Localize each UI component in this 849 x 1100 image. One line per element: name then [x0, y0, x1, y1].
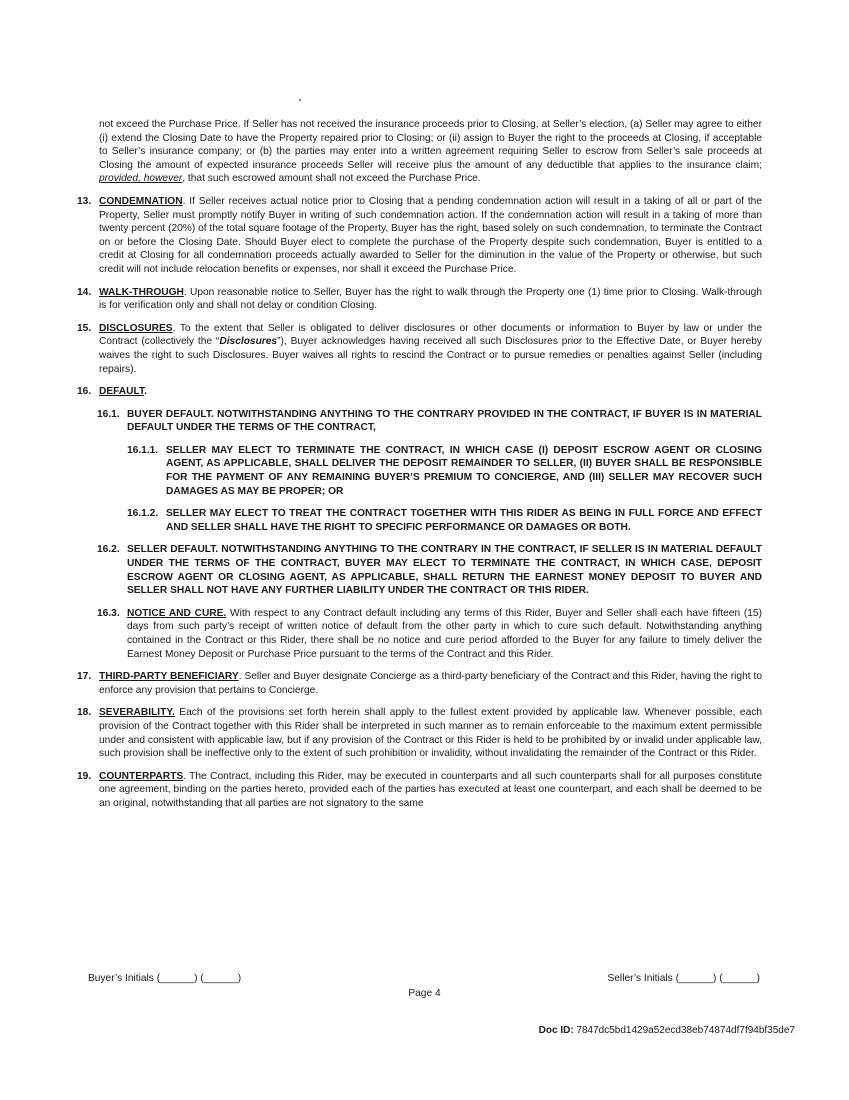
subsection-16-2: [97, 543, 762, 597]
subsection-16-1: [97, 408, 762, 435]
section-number: 15.: [77, 322, 92, 334]
subsection-number: 16.1.2.: [127, 508, 159, 520]
section-number: 18.: [77, 707, 92, 719]
subsection-text: SELLER DEFAULT. NOTWITHSTANDING ANYTHING TO THE CONTRARY IN THE CONTRACT, IF SELLER IS IN MATERIAL DEFAULT UNDER THE TERMS OF THE CONTRACT, BUYER MAY ELECT TO TERMINATE THE CONTRACT, IN WHICH CASE, DEPOSIT ESCROW AGENT OR CLOSING AGENT, AS APPLICABLE, SHALL RETURN THE EARNEST MONEY DEPOSIT TO BUYER AND SELLER SHALL NOT HAVE ANY FURTHER LIABILITY UNDER THE CONTRACT OR THIS RIDER.: [127, 544, 762, 597]
stray-mark: [299, 99, 301, 101]
subsection-text: SELLER MAY ELECT TO TERMINATE THE CONTRACT, IN WHICH CASE (I) DEPOSIT ESCROW AGENT OR CLOSING AGENT, AS APPLICABLE, SHALL DELIVER THE DEPOSIT REMAINDER TO SELLER, (II) BUYER SHALL BE RESPONSIBLE FOR THE PAYMENT OF ANY REMAINING BUYER’S PREMIUM TO CONCIERGE, AND (III) SELLER MAY RECOVER SUCH DAMAGES AS MAY BE PROPER; OR: [166, 444, 762, 497]
section-number: 13.: [77, 195, 92, 207]
section-heading: DEFAULT: [99, 386, 145, 398]
defined-term: Disclosures: [219, 336, 278, 348]
seller-initials-field[interactable]: Seller’s Initials (______) (______): [607, 973, 760, 984]
section-14: [77, 286, 762, 313]
buyer-initials-field[interactable]: Buyer’s Initials (______) (______): [88, 973, 242, 984]
section-text: . To the extent that Seller is obligated to deliver disclosures or other documents or information to Buyer by law or under the Contract (collectively the “: [99, 322, 762, 348]
section-16: [77, 385, 762, 399]
section-number: 16.: [77, 386, 92, 398]
section-text: . The Contract, including this Rider, may be executed in counterparts and all such counterparts shall for all purposes constitute one agreement, binding on the parties hereto, provided each of the parties has executed at least one counterpart, and each shall be deemed to be an original, notwithstanding that all parties are not signatory to the same: [99, 770, 762, 809]
subsection-text: BUYER DEFAULT. NOTWITHSTANDING ANYTHING TO THE CONTRARY PROVIDED IN THE CONTRACT, IF BUYER IS IN MATERIAL DEFAULT UNDER THE TERMS OF THE CONTRACT,: [127, 408, 762, 434]
subsection-16-3: [97, 607, 762, 661]
section-19: [77, 770, 762, 811]
section-number: 19.: [77, 770, 92, 782]
section-heading: SEVERABILITY.: [99, 707, 175, 719]
subsection-16-1-1: [127, 444, 762, 498]
section-text: . If Seller receives actual notice prior to Closing that a pending condemnation action will result in a taking of all or part of the Property, Seller must promptly notify Buyer in writing of such condemnation action. If the condemnation action will result in a taking of more than twenty percent (20%) of the total square footage of the Property, Buyer has the right, based solely on such condemnation, to terminate the Contract on or before the Closing Date. Should Buyer elect to complete the purchase of the Property despite such condemnation, Buyer is entitled to a credit at Closing for all condemnation proceeds actually awarded to Seller for the diminution in the value of the Property or otherwise, but such credit will not include relocation benefits or expenses, nor shall it exceed the Purchase Price.: [99, 195, 762, 275]
intro-provided-however: provided, however: [99, 173, 183, 185]
subsection-number: 16.3.: [97, 607, 120, 619]
section-17: [77, 670, 762, 697]
page-number: Page 4: [408, 988, 441, 999]
subsection-heading: NOTICE AND CURE.: [127, 607, 227, 619]
doc-id-value: 7847dc5bd1429a52ecd38eb74874df7f94bf35de7: [576, 1025, 795, 1036]
section-text: . Upon reasonable notice to Seller, Buyer has the right to walk through the Property one (1) time prior to Closing. Walk-through is for verification only and shall not delay or condition Closing.: [99, 286, 762, 312]
section-13: [77, 195, 762, 277]
subsection-16-1-2: [127, 507, 762, 534]
section-heading: COUNTERPARTS: [99, 770, 184, 782]
subsection-text: With respect to any Contract default including any terms of this Rider, Buyer and Seller shall each have fifteen (15) days from such party’s receipt of written notice of default from the other party in which to cure such default. Notwithstanding anything contained in the Contract or this Rider, there shall be no notice and cure period afforded to the Buyer for any failure to timely deliver the Earnest Money Deposit or Purchase Price pursuant to the terms of the Contract and this Rider.: [127, 607, 762, 660]
section-text-end: ”), Buyer acknowledges having received all such Disclosures prior to the Effective Date, or Buyer hereby waives the right to such Disclosures. Buyer waives all rights to rescind the Contract or to pursue remedies or penalties against Seller (including repairs).: [99, 336, 763, 375]
intro-text: not exceed the Purchase Price. If Seller has not received the insurance proceeds prior to Closing, at Seller’s election, (a) Seller may agree to either (i) extend the Closing Date to have the Property repaired prior to Closing; or (ii) assign to Buyer the right to the proceeds at Closing, if acceptable to Seller’s insurance company; or (b) the parties may enter into a written agreement requiring Seller to escrow from Seller’s sale proceeds at Closing the amount of expected insurance proceeds Seller will receive plus the amount of any deductible that applies to the insurance claim;: [99, 119, 762, 171]
heading-period: .: [144, 386, 147, 398]
section-15: [77, 322, 762, 376]
section-text: . Seller and Buyer designate Concierge as a third-party beneficiary of the Contract and this Rider, having the right to enforce any provision that pertains to Concierge.: [99, 671, 762, 696]
section-heading: CONDEMNATION: [99, 195, 183, 207]
intro-paragraph: [99, 118, 762, 186]
subsection-number: 16.1.: [97, 408, 120, 420]
intro-text-end: , that such escrowed amount shall not exceed the Purchase Price.: [182, 173, 481, 185]
doc-id-label: Doc ID:: [538, 1025, 574, 1036]
section-number: 14.: [77, 286, 92, 298]
section-heading: THIRD-PARTY BENEFICIARY: [99, 671, 239, 683]
subsection-text: SELLER MAY ELECT TO TREAT THE CONTRACT TOGETHER WITH THIS RIDER AS BEING IN FULL FORCE AND EFFECT AND SELLER SHALL HAVE THE RIGHT TO SPECIFIC PERFORMANCE OR DAMAGES OR BOTH.: [166, 508, 762, 533]
section-text: Each of the provisions set forth herein shall apply to the fullest extent provided by applicable law. Whenever possible, each provision of the Contract together with this Rider shall be interpreted in such manner as to remain enforceable to the maximum extent permissible under and consistent with applicable law, but if any provision of the Contract or this Rider is held to be prohibited by or invalid under applicable law, such provision shall be ineffective only to the extent of such prohibition or invalidity, without invalidating the remainder of the Contract or this Rider.: [99, 707, 762, 760]
section-heading: WALK-THROUGH: [99, 286, 184, 298]
section-heading: DISCLOSURES: [99, 322, 173, 334]
subsection-number: 16.2.: [97, 544, 120, 556]
document-body: [77, 118, 762, 820]
section-18: [77, 706, 762, 760]
doc-id: [539, 1025, 795, 1036]
section-number: 17.: [77, 671, 92, 683]
subsection-number: 16.1.1.: [127, 444, 159, 456]
